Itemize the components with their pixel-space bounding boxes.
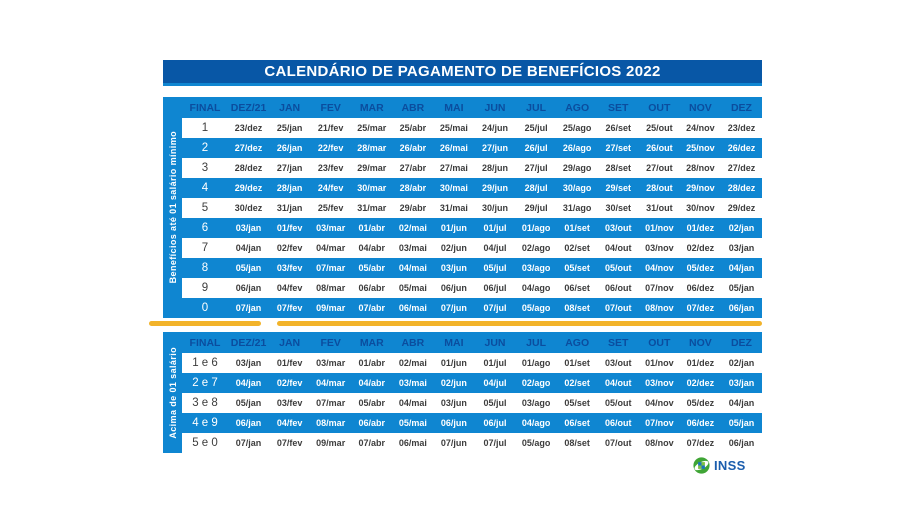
date-cell: 25/mar <box>357 123 387 133</box>
date-cell: 27/out <box>646 163 673 173</box>
date-cell: 25/mai <box>439 123 468 133</box>
date-cell: 06/jul <box>483 418 507 428</box>
date-cell: 06/jan <box>728 303 755 313</box>
date-cell: 05/jul <box>483 398 507 408</box>
final-cell: 6 <box>201 222 209 234</box>
date-cell: 29/ago <box>562 163 592 173</box>
date-cell: 28/jan <box>276 183 303 193</box>
date-cell: 26/dez <box>727 143 756 153</box>
column-header-dez-21: DEZ/21 <box>230 101 267 114</box>
date-cell: 28/jun <box>482 163 509 173</box>
date-cell: 05/ago <box>521 438 551 448</box>
date-cell: 02/jan <box>728 223 755 233</box>
date-cell: 05/mai <box>398 283 427 293</box>
date-cell: 06/out <box>604 283 632 293</box>
date-cell: 27/dez <box>727 163 756 173</box>
column-header-mar: MAR <box>359 101 384 114</box>
date-cell: 25/jan <box>276 123 303 133</box>
date-cell: 24/nov <box>686 123 715 133</box>
date-cell: 03/mar <box>316 223 346 233</box>
date-cell: 03/jun <box>440 263 467 273</box>
date-cell: 04/nov <box>645 398 674 408</box>
poster-title-bar <box>163 60 762 86</box>
date-cell: 25/fev <box>317 203 344 213</box>
date-cell: 30/ago <box>562 183 592 193</box>
date-cell: 03/fev <box>276 263 303 273</box>
date-cell: 26/jan <box>276 143 303 153</box>
date-cell: 01/ago <box>521 223 551 233</box>
column-header-jul: JUL <box>526 101 546 114</box>
table-header-row <box>182 97 762 118</box>
date-cell: 07/out <box>604 438 632 448</box>
date-cell: 25/jul <box>524 123 548 133</box>
column-header-mar: MAR <box>359 336 384 349</box>
date-cell: 05/abr <box>358 398 386 408</box>
date-cell: 27/dez <box>234 143 263 153</box>
column-header-fev: FEV <box>320 336 341 349</box>
date-cell: 05/ago <box>521 303 551 313</box>
date-cell: 02/set <box>564 243 590 253</box>
date-cell: 05/jan <box>235 263 262 273</box>
table2-grid <box>182 332 762 453</box>
date-cell: 07/fev <box>276 303 303 313</box>
final-cell: 2 <box>201 142 209 154</box>
date-cell: 29/nov <box>686 183 715 193</box>
date-cell: 26/ago <box>562 143 592 153</box>
date-cell: 05/out <box>604 263 632 273</box>
date-cell: 02/dez <box>686 378 715 388</box>
date-cell: 27/mai <box>439 163 468 173</box>
date-cell: 07/nov <box>645 283 674 293</box>
date-cell: 07/jun <box>440 438 467 448</box>
date-cell: 06/jan <box>235 418 262 428</box>
date-cell: 07/dez <box>686 303 715 313</box>
table-row <box>182 138 762 158</box>
yellow-divider-right <box>277 321 762 326</box>
date-cell: 30/mar <box>357 183 387 193</box>
table-row <box>182 433 762 453</box>
date-cell: 04/nov <box>645 263 674 273</box>
date-cell: 04/jul <box>483 378 507 388</box>
date-cell: 07/jan <box>235 303 262 313</box>
date-cell: 05/dez <box>686 398 715 408</box>
final-cell: 8 <box>201 262 209 274</box>
table1-side-label: Benefícios até 01 salário mínimo <box>167 131 178 284</box>
date-cell: 09/mar <box>316 438 346 448</box>
date-cell: 07/fev <box>276 438 303 448</box>
column-header-nov: NOV <box>689 336 712 349</box>
date-cell: 06/jan <box>728 438 755 448</box>
column-header-jul: JUL <box>526 336 546 349</box>
date-cell: 02/jun <box>440 378 467 388</box>
table-row <box>182 258 762 278</box>
date-cell: 02/ago <box>521 378 551 388</box>
column-header-dez: DEZ <box>730 101 752 114</box>
date-cell: 30/dez <box>234 203 263 213</box>
date-cell: 30/set <box>605 203 631 213</box>
date-cell: 07/mar <box>316 263 346 273</box>
date-cell: 03/ago <box>521 398 551 408</box>
date-cell: 26/abr <box>399 143 427 153</box>
date-cell: 01/nov <box>645 223 674 233</box>
date-cell: 01/fev <box>276 223 303 233</box>
column-header-out: OUT <box>648 101 671 114</box>
date-cell: 24/fev <box>317 183 344 193</box>
final-cell: 7 <box>201 242 209 254</box>
date-cell: 26/set <box>605 123 631 133</box>
date-cell: 30/jun <box>482 203 509 213</box>
inss-logo <box>693 457 746 474</box>
final-cell: 3 e 8 <box>192 397 218 409</box>
table-row <box>182 118 762 138</box>
date-cell: 22/fev <box>317 143 344 153</box>
date-cell: 06/jul <box>483 283 507 293</box>
date-cell: 05/jan <box>235 398 262 408</box>
table-header-row <box>182 332 762 353</box>
date-cell: 25/ago <box>562 123 592 133</box>
date-cell: 01/set <box>564 223 590 233</box>
date-cell: 08/nov <box>645 303 674 313</box>
date-cell: 28/dez <box>727 183 756 193</box>
date-cell: 06/jan <box>235 283 262 293</box>
final-cell: 2 e 7 <box>192 377 218 389</box>
column-header-dez-21: DEZ/21 <box>230 336 267 349</box>
date-cell: 01/abr <box>358 358 386 368</box>
date-cell: 05/set <box>564 398 590 408</box>
date-cell: 04/abr <box>358 378 386 388</box>
column-header-final: FINAL <box>189 336 221 349</box>
date-cell: 03/mai <box>398 243 427 253</box>
final-cell: 5 <box>201 202 209 214</box>
table2-side-strip <box>163 332 182 453</box>
date-cell: 05/out <box>604 398 632 408</box>
date-cell: 24/jun <box>482 123 509 133</box>
table-row <box>182 158 762 178</box>
date-cell: 08/mar <box>316 418 346 428</box>
date-cell: 05/set <box>564 263 590 273</box>
date-cell: 04/ago <box>521 283 551 293</box>
date-cell: 01/dez <box>686 223 715 233</box>
date-cell: 29/abr <box>399 203 427 213</box>
date-cell: 01/set <box>564 358 590 368</box>
date-cell: 03/mai <box>398 378 427 388</box>
date-cell: 26/mai <box>439 143 468 153</box>
poster-title: CALENDÁRIO DE PAGAMENTO DE BENEFÍCIOS 2022 <box>264 63 661 80</box>
date-cell: 04/mar <box>316 243 346 253</box>
date-cell: 02/jan <box>728 358 755 368</box>
date-cell: 06/dez <box>686 418 715 428</box>
date-cell: 01/jul <box>483 358 507 368</box>
date-cell: 27/jul <box>524 163 548 173</box>
date-cell: 07/jul <box>483 303 507 313</box>
date-cell: 28/abr <box>399 183 427 193</box>
date-cell: 03/out <box>604 223 632 233</box>
column-header-out: OUT <box>648 336 671 349</box>
final-cell: 0 <box>201 302 209 314</box>
date-cell: 03/jan <box>728 243 755 253</box>
column-header-ago: AGO <box>565 336 590 349</box>
date-cell: 28/mar <box>357 143 387 153</box>
date-cell: 25/nov <box>686 143 715 153</box>
final-cell: 9 <box>201 282 209 294</box>
table-row <box>182 218 762 238</box>
date-cell: 04/jan <box>728 263 755 273</box>
column-header-set: SET <box>608 336 629 349</box>
inss-logo-text: INSS <box>714 458 746 473</box>
date-cell: 02/fev <box>276 243 303 253</box>
date-cell: 25/abr <box>399 123 427 133</box>
column-header-fev: FEV <box>320 101 341 114</box>
column-header-ago: AGO <box>565 101 590 114</box>
date-cell: 04/jan <box>235 243 262 253</box>
date-cell: 01/jun <box>440 223 467 233</box>
final-cell: 1 <box>201 122 209 134</box>
date-cell: 06/jun <box>440 418 467 428</box>
date-cell: 05/dez <box>686 263 715 273</box>
date-cell: 02/fev <box>276 378 303 388</box>
final-cell: 5 e 0 <box>192 437 218 449</box>
date-cell: 04/fev <box>276 418 303 428</box>
table-row <box>182 413 762 433</box>
column-header-set: SET <box>608 101 629 114</box>
date-cell: 02/mai <box>398 358 427 368</box>
column-header-mai: MAI <box>444 101 464 114</box>
date-cell: 06/set <box>564 283 590 293</box>
date-cell: 31/mai <box>439 203 468 213</box>
column-header-abr: ABR <box>401 336 425 349</box>
table-row <box>182 373 762 393</box>
date-cell: 01/jun <box>440 358 467 368</box>
date-cell: 02/ago <box>521 243 551 253</box>
date-cell: 04/abr <box>358 243 386 253</box>
date-cell: 06/mai <box>398 303 427 313</box>
date-cell: 08/nov <box>645 438 674 448</box>
date-cell: 27/jun <box>482 143 509 153</box>
final-cell: 3 <box>201 162 209 174</box>
date-cell: 02/set <box>564 378 590 388</box>
date-cell: 02/mai <box>398 223 427 233</box>
date-cell: 28/set <box>605 163 631 173</box>
column-header-final: FINAL <box>189 101 221 114</box>
date-cell: 03/nov <box>645 378 674 388</box>
date-cell: 28/jul <box>524 183 548 193</box>
table-row <box>182 278 762 298</box>
table-row <box>182 298 762 318</box>
table-row <box>182 238 762 258</box>
date-cell: 03/jun <box>440 398 467 408</box>
date-cell: 03/nov <box>645 243 674 253</box>
final-cell: 1 e 6 <box>192 357 218 369</box>
final-cell: 4 e 9 <box>192 417 218 429</box>
date-cell: 08/set <box>564 303 590 313</box>
date-cell: 30/nov <box>686 203 715 213</box>
date-cell: 31/jan <box>276 203 303 213</box>
date-cell: 01/dez <box>686 358 715 368</box>
date-cell: 07/dez <box>686 438 715 448</box>
date-cell: 23/dez <box>727 123 756 133</box>
table-beneficios-ate-1-salario <box>163 97 762 318</box>
date-cell: 05/mai <box>398 418 427 428</box>
table-row <box>182 178 762 198</box>
date-cell: 26/out <box>646 143 673 153</box>
date-cell: 30/mai <box>439 183 468 193</box>
date-cell: 05/jan <box>728 283 755 293</box>
date-cell: 06/dez <box>686 283 715 293</box>
date-cell: 07/abr <box>358 303 386 313</box>
date-cell: 27/set <box>605 143 631 153</box>
date-cell: 03/jan <box>235 358 262 368</box>
date-cell: 28/out <box>646 183 673 193</box>
date-cell: 07/nov <box>645 418 674 428</box>
date-cell: 03/mar <box>316 358 346 368</box>
table2-side-label: Acima de 01 salário <box>167 346 178 439</box>
date-cell: 07/jul <box>483 438 507 448</box>
date-cell: 04/jan <box>728 398 755 408</box>
date-cell: 29/jun <box>482 183 509 193</box>
column-header-mai: MAI <box>444 336 464 349</box>
date-cell: 06/mai <box>398 438 427 448</box>
date-cell: 28/nov <box>686 163 715 173</box>
date-cell: 04/jan <box>235 378 262 388</box>
date-cell: 07/jun <box>440 303 467 313</box>
date-cell: 02/dez <box>686 243 715 253</box>
table-row <box>182 198 762 218</box>
date-cell: 23/fev <box>317 163 344 173</box>
date-cell: 04/jul <box>483 243 507 253</box>
date-cell: 01/ago <box>521 358 551 368</box>
date-cell: 05/jul <box>483 263 507 273</box>
date-cell: 02/jun <box>440 243 467 253</box>
column-header-abr: ABR <box>401 101 425 114</box>
date-cell: 05/jan <box>728 418 755 428</box>
date-cell: 01/jul <box>483 223 507 233</box>
date-cell: 27/abr <box>399 163 427 173</box>
date-cell: 08/set <box>564 438 590 448</box>
date-cell: 03/jan <box>728 378 755 388</box>
date-cell: 05/abr <box>358 263 386 273</box>
table-row <box>182 393 762 413</box>
date-cell: 21/fev <box>317 123 344 133</box>
date-cell: 29/set <box>605 183 631 193</box>
yellow-divider-left <box>149 321 261 326</box>
date-cell: 08/mar <box>316 283 346 293</box>
date-cell: 04/mar <box>316 378 346 388</box>
table1-grid <box>182 97 762 318</box>
date-cell: 04/ago <box>521 418 551 428</box>
date-cell: 29/jul <box>524 203 548 213</box>
date-cell: 07/abr <box>358 438 386 448</box>
date-cell: 27/jan <box>276 163 303 173</box>
date-cell: 04/mai <box>398 398 427 408</box>
date-cell: 07/jan <box>235 438 262 448</box>
date-cell: 09/mar <box>316 303 346 313</box>
date-cell: 04/out <box>604 243 632 253</box>
date-cell: 25/out <box>646 123 673 133</box>
date-cell: 06/abr <box>358 418 386 428</box>
date-cell: 04/fev <box>276 283 303 293</box>
date-cell: 06/abr <box>358 283 386 293</box>
date-cell: 29/dez <box>727 203 756 213</box>
date-cell: 26/jul <box>524 143 548 153</box>
final-cell: 4 <box>201 182 209 194</box>
date-cell: 31/mar <box>357 203 387 213</box>
date-cell: 06/jun <box>440 283 467 293</box>
table-acima-de-1-salario <box>163 332 762 453</box>
date-cell: 06/set <box>564 418 590 428</box>
date-cell: 07/out <box>604 303 632 313</box>
date-cell: 01/fev <box>276 358 303 368</box>
column-header-jan: JAN <box>279 101 301 114</box>
date-cell: 04/mai <box>398 263 427 273</box>
column-header-dez: DEZ <box>730 336 752 349</box>
date-cell: 03/ago <box>521 263 551 273</box>
date-cell: 31/ago <box>562 203 592 213</box>
inss-globe-icon <box>693 457 710 474</box>
date-cell: 04/out <box>604 378 632 388</box>
table1-side-strip <box>163 97 182 318</box>
date-cell: 31/out <box>646 203 673 213</box>
date-cell: 07/mar <box>316 398 346 408</box>
table-row <box>182 353 762 373</box>
column-header-jun: JUN <box>484 101 506 114</box>
date-cell: 29/mar <box>357 163 387 173</box>
date-cell: 03/out <box>604 358 632 368</box>
date-cell: 28/dez <box>234 163 263 173</box>
date-cell: 03/fev <box>276 398 303 408</box>
date-cell: 01/nov <box>645 358 674 368</box>
column-header-jun: JUN <box>484 336 506 349</box>
date-cell: 06/out <box>604 418 632 428</box>
date-cell: 01/abr <box>358 223 386 233</box>
date-cell: 23/dez <box>234 123 263 133</box>
column-header-nov: NOV <box>689 101 712 114</box>
date-cell: 29/dez <box>234 183 263 193</box>
date-cell: 03/jan <box>235 223 262 233</box>
column-header-jan: JAN <box>279 336 301 349</box>
